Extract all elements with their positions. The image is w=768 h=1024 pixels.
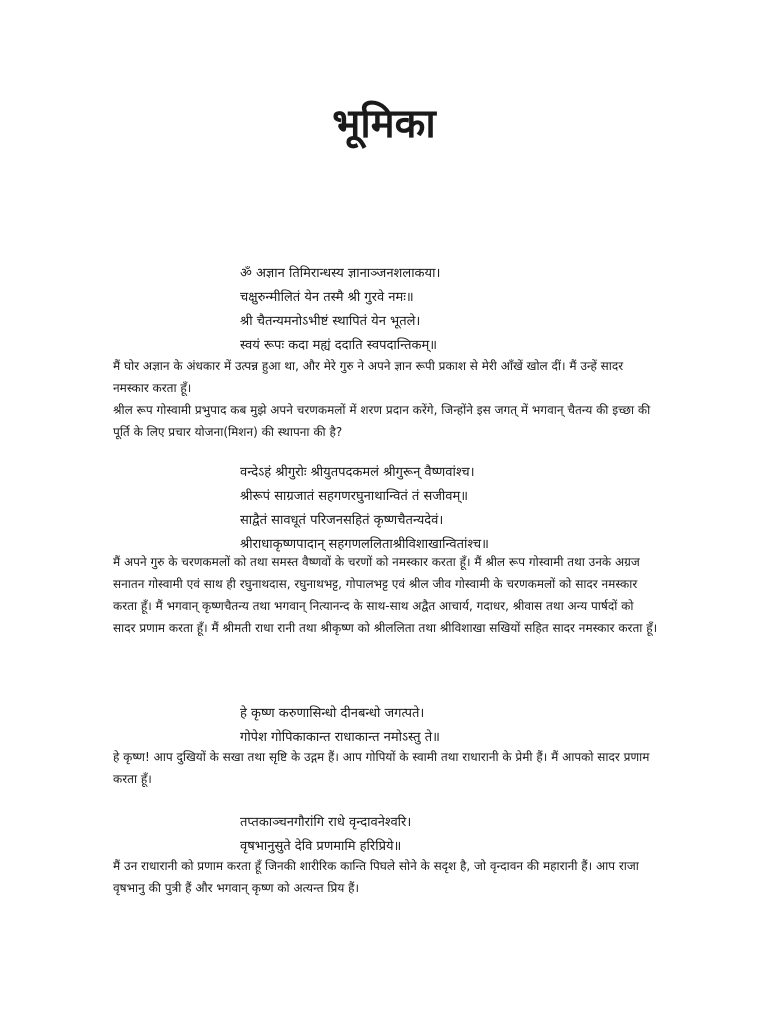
translation-paragraph: मैं घोर अज्ञान के अंधकार में उत्पन्न हुआ था, और मेरे गुरु ने अपने ज्ञान रूपी प्रकाश से मेरी आँखें खोल दीं। मैं उन्हें सादर नमस्कार करता हूँ। (113, 359, 624, 395)
verse-line: स्वयं रूपः कदा मह्यं ददाति स्वपदान्तिकम्॥ (240, 338, 438, 353)
verse-line: वन्देऽहं श्रीगुरोः श्रीयुतपदकमलं श्रीगुरून् वैष्णवांश्च। (240, 465, 475, 480)
translation-block-1 (113, 355, 658, 443)
verse-line: श्री चैतन्यमनोऽभीष्टं स्थापितं येन भूतले। (240, 314, 421, 329)
verse-block-4 (240, 811, 740, 859)
verse-line: हे कृष्ण करुणासिन्धो दीनबन्धो जगत्पते। (240, 706, 425, 721)
translation-block-3 (113, 746, 658, 790)
verse-line: चक्षुरुन्मीलितं येन तस्मै श्री गुरवे नमः॥ (240, 290, 414, 305)
verse-line: वृषभानुसुते देवि प्रणमामि हरिप्रिये॥ (240, 839, 402, 854)
verse-line: साद्वैतं सावधूतं परिजनसहितं कृष्णचैतन्यदेवं। (240, 513, 444, 528)
verse-line: ॐ अज्ञान तिमिरान्धस्य ज्ञानाञ्जनशलाकया। (240, 266, 441, 281)
verse-line: श्रीराधाकृष्णपादान् सहगणललिताश्रीविशाखान्वितांश्च॥ (240, 537, 489, 552)
verse-line: श्रीरूपं साग्रजातं सहगणरघुनाथान्वितं तं सजीवम्॥ (240, 489, 469, 504)
verse-line: तप्तकाञ्चनगौरांगि राधे वृन्दावनेश्वरि। (240, 815, 412, 830)
verse-line: गोपेश गोपिकाकान्त राधाकान्त नमोऽस्तु ते॥ (240, 730, 440, 745)
verse-block-2 (240, 461, 740, 557)
translation-block-2 (113, 551, 658, 639)
translation-block-4 (113, 855, 658, 899)
translation-paragraph: मैं अपने गुरु के चरणकमलों को तथा समस्त वैष्णवों के चरणों को नमस्कार करता हूँ। मैं श्रील रूप गोस्वामी तथा उनके अग्रज सनातन गोस्वामी एवं साथ ही रघुनाथदास, रघुनाथभट्ट, गोपालभट्ट एवं श्रील जीव गोस्वामी के चरणकमलों को सादर नमस्कार करता हूँ। मैं भगवान् कृष्णचैतन्य तथा भगवान् नित्यानन्द के साथ-साथ अद्वैत आचार्य, गदाधर, श्रीवास तथा अन्य पार्षदों को सादर प्रणाम करता हूँ। मैं श्रीमती राधा रानी तथा श्रीकृष्ण को श्रीललिता तथा श्रीविशाखा सखियों सहित सादर नमस्कार करता हूँ। (113, 555, 658, 635)
verse-block-3 (240, 702, 740, 750)
translation-paragraph: हे कृष्ण! आप दुखियों के सखा तथा सृष्टि के उद्गम हैं। आप गोपियों के स्वामी तथा राधारानी के प्रेमी हैं। मैं आपको सादर प्रणाम करता हूँ। (113, 750, 650, 786)
translation-paragraph: मैं उन राधारानी को प्रणाम करता हूँ जिनकी शारीरिक कान्ति पिघले सोने के सदृश है, जो वृन्दावन की महारानी हैं। आप राजा वृषभानु की पुत्री हैं और भगवान् कृष्ण को अत्यन्त प्रिय हैं। (113, 859, 639, 895)
verse-block-1 (240, 262, 740, 358)
page-title: भूमिका (332, 101, 436, 147)
translation-paragraph: श्रील रूप गोस्वामी प्रभुपाद कब मुझे अपने चरणकमलों में शरण प्रदान करेंगे, जिन्होंने इस जगत् में भगवान् चैतन्य की इच्छा की पूर्ति के लिए प्रचार योजना(मिशन) की स्थापना की है? (113, 403, 651, 439)
